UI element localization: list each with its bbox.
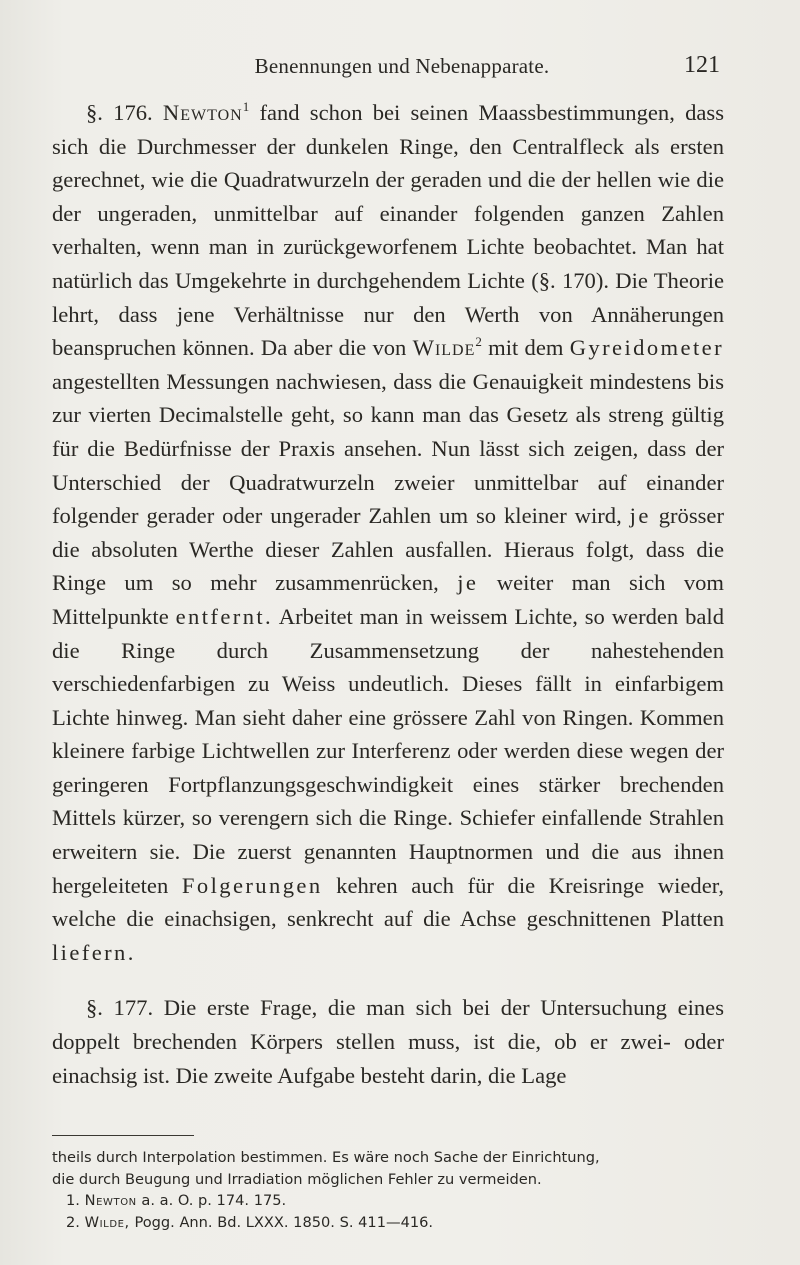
text-segment-g: kehren auch für die Kreisringe wieder, welche die einachsigen, senkrecht auf die Achse geschnittenen Platten: [52, 872, 724, 932]
footnote-ref-2: 2: [475, 334, 482, 350]
page-header: [84, 52, 720, 86]
footnote-2-number: 2.: [66, 1213, 80, 1231]
footnote-2: [52, 1212, 724, 1234]
section-177-text: Die erste Frage, die man sich bei der Untersuchung eines doppelt brechenden Körpers stellen muss, ist die, ob er zwei- oder einachsig ist. Die zweite Aufgabe besteht darin, die Lage: [52, 995, 724, 1088]
text-segment-d: grösser die absoluten Werthe dieser Zahlen ausfallen. Hieraus folgt, dass die Ringe um so mehr zusammenrücken,: [52, 503, 724, 596]
text-segment-f: Arbeitet man in weissem Lichte, so werden bald die Ringe durch Zusammensetzung der nahestehenden verschiedenfarbigen zu Weiss undeutlich. Dieses fällt in einfarbigem Lichte hinweg. Man sieht daher eine grössere Zahl von Ringen. Kommen kleinere farbige Lichtwellen zur Interferenz oder werden diese wegen der geringeren Fortpflanzungsgeschwindigkeit eines stärker brechenden Mittels kürzer, so verengern sich die Ringe. Schiefer einfallende Strahlen erweitern sie. Die zuerst genannten Hauptnormen und die aus ihnen hergeleiteten: [52, 603, 724, 898]
body-text: [52, 96, 724, 1092]
text-segment-a: fand schon bei seinen Maassbestimmungen, dass sich die Durchmesser der dunkelen Ringe, den Centralfleck als ersten gerechnet, wie die Quadratwurzeln der geraden und die der hellen wie die der ungeraden, unmittelbar auf einander folgenden ganzen Zahlen verhalten, wenn man in zurückgeworfenem Lichte beobachtet. Man hat natürlich das Umgekehrte in durchgehendem Lichte (§. 170). Die Theorie lehrt, dass jene Verhältnisse nur den Werth von Annäherungen beanspruchen können. Da aber die von: [52, 100, 724, 361]
footnote-divider: [52, 1135, 194, 1136]
paragraph-section-177: [52, 991, 724, 1092]
text-segment-b: mit dem: [488, 335, 564, 361]
running-title: Benennungen und Nebenapparate.: [254, 54, 550, 78]
footnote-1: [52, 1190, 724, 1212]
author-newton: Newton: [162, 100, 243, 125]
footnote-1-text: a. a. O. p. 174. 175.: [141, 1192, 287, 1210]
footnote-2-author: Wilde,: [84, 1213, 130, 1231]
emphasis-folgerungen: Folgerungen: [181, 872, 323, 898]
footnote-2-text: Pogg. Ann. Bd. LXXX. 1850. S. 411—416.: [134, 1213, 434, 1231]
footnote-1-number: 1.: [66, 1192, 80, 1210]
footnote-continuation-line-2: die durch Beugung und Irradiation möglichen Fehler zu vermeiden.: [52, 1170, 542, 1188]
author-wilde: Wilde: [412, 335, 476, 361]
section-mark-176: §. 176.: [86, 100, 153, 125]
emphasis-liefern: liefern.: [52, 939, 136, 965]
emphasis-entfernt: entfernt.: [175, 603, 274, 629]
text-segment-c: angestellten Messungen nachwiesen, dass die Genauigkeit mindestens bis zur vierten Decimalstelle geht, so kann man das Gesetz als streng gültig für die Bedürfnisse der Praxis ansehen. Nun lässt sich zeigen, dass der Unterschied der Quadratwurzeln zweier unmittelbar auf einander folgender gerader oder ungerader Zahlen um so kleiner wird,: [52, 368, 724, 529]
page-number: 121: [684, 52, 720, 78]
text-segment-e: weiter man sich vom Mittelpunkte: [52, 570, 724, 629]
emphasis-je-2: je: [457, 570, 479, 596]
section-mark-177: §. 177.: [86, 995, 154, 1021]
emphasis-je: je: [629, 503, 651, 529]
footnote-ref-1: 1: [242, 99, 250, 114]
paragraph-section-176: [52, 96, 724, 969]
footnote-continuation-line-1: theils durch Interpolation bestimmen. Es wäre noch Sache der Einrichtung,: [52, 1149, 600, 1166]
instrument-name: Gyreidometer: [569, 335, 724, 361]
footnote-1-author: Newton: [84, 1192, 137, 1210]
footnotes: [52, 1147, 724, 1233]
